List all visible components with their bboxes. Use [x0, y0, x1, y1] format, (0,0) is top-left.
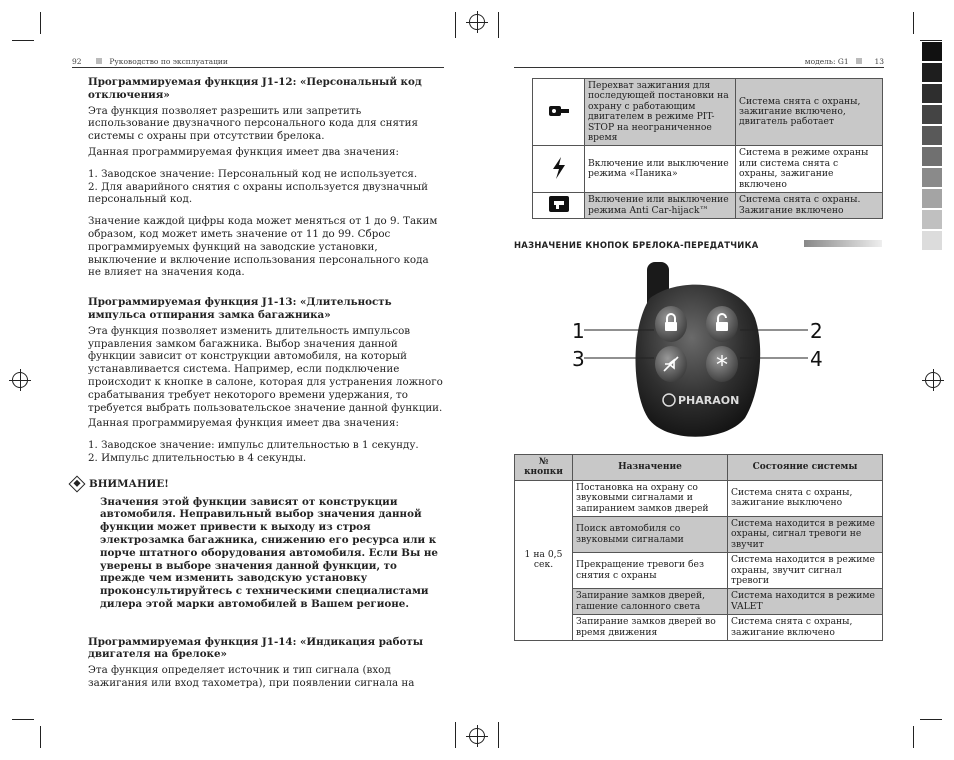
section-heading: Программируемая функция J1-12: «Персональный код отключения»: [88, 76, 422, 101]
state-cell: Система находится в режиме VALET: [728, 589, 883, 615]
list-item: 2. Для аварийного снятия с охраны используется двузначный персональный код.: [88, 180, 429, 206]
color-swatch: [921, 125, 943, 146]
purpose-cell: Постановка на охрану со звуковыми сигналами и запиранием замков дверей: [573, 480, 728, 516]
crop-mark: [913, 12, 914, 34]
square-bullet-icon: [96, 58, 102, 64]
remote-body: [636, 285, 761, 437]
crop-mark: [498, 12, 499, 38]
lightning-icon: [551, 157, 567, 179]
section-heading: Программируемая функция J1-14: «Индикация работы двигателя на брелоке»: [88, 635, 424, 661]
color-swatch: [921, 167, 943, 188]
color-swatch: [921, 104, 943, 125]
section-gradient-bar: [804, 240, 882, 247]
state-cell: Система снята с охраны, зажигание выключено: [728, 480, 883, 516]
registration-mark-icon: [12, 372, 28, 388]
description-cell: Перехват зажигания для последующей постановки на охрану с работающим двигателем в режиме PIT-STOP на неограниченное время: [585, 79, 736, 146]
star-icon: *: [716, 351, 728, 379]
section-title: НАЗНАЧЕНИЕ КНОПОК БРЕЛОКА-ПЕРЕДАТЧИКА: [514, 240, 759, 250]
square-bullet-icon: [856, 58, 862, 64]
column-header: № кнопки: [515, 455, 573, 481]
paragraph: Эта функция позволяет изменить длительность импульсов управления замком багажника. Выбор значения данной функции зависит от конструкции автомобиля, на который устанавливается система. Например, если подключение происходит к кнопке в салоне, которая для устранения ложного срабатывания требует некоторого времени удержания, то требуется выбрать пользовательское значение данной функции.: [88, 324, 443, 414]
paragraph: Данная программируемая функция имеет два значения:: [88, 145, 399, 158]
description-cell: Включение или выключение режима «Паника»: [585, 146, 736, 193]
description-cell: Включение или выключение режима Anti Car-hijack™: [585, 193, 736, 219]
model-label: модель: G1: [804, 57, 849, 66]
header-rule: [72, 67, 444, 68]
list-item: 1. Заводское значение: импульс длительностью в 1 секунду.: [88, 439, 419, 452]
purpose-cell: Поиск автомобиля со звуковыми сигналами: [573, 517, 728, 553]
purpose-cell: Запирание замков дверей, гашение салонного света: [573, 589, 728, 615]
color-swatch: [921, 188, 943, 209]
button-label-3: 3: [572, 347, 585, 371]
table-row: [533, 146, 883, 193]
table-row: [533, 193, 883, 219]
column-header: Состояние системы: [728, 455, 883, 481]
header-rule: [514, 67, 884, 68]
warning-text: Значения этой функции зависят от конструкции автомобиля. Неправильный выбор значения данной функции может привести к выходу из строя электрозамка багажника, снижению его ресурса или к порче штатного оборудования автомобиля. Если Вы не уверены в выборе значения данной функции, то прежде чем изменить заводскую установку проконсультируйтесь с техническими специалистами дилера этой марки автомобилей в Вашем регионе.: [100, 495, 438, 610]
table-header-row: [515, 455, 883, 481]
state-cell: Система снята с охраны, зажигание включено, двигатель работает: [736, 79, 883, 146]
icon-cell: [533, 146, 585, 193]
state-cell: Система в режиме охраны или система снята с охраны, зажигание включено: [736, 146, 883, 193]
registration-mark-icon: [925, 372, 941, 388]
list-item: 1. Заводское значение: Персональный код не используется.: [88, 167, 418, 180]
left-page-body: [88, 76, 444, 693]
icon-cell: [533, 193, 585, 219]
warning-diamond-icon: [69, 476, 86, 493]
color-swatch: [921, 62, 943, 83]
warning-heading: [71, 478, 444, 491]
button-table: [514, 454, 883, 641]
icon-cell: [533, 79, 585, 146]
crop-mark: [455, 722, 456, 748]
color-swatch: [921, 83, 943, 104]
list-item: 2. Импульс длительностью в 4 секунды.: [88, 451, 307, 464]
page-number: 92: [72, 57, 82, 66]
crop-mark: [40, 726, 41, 748]
ignition-key-icon: [547, 103, 571, 119]
right-page-header: [805, 57, 884, 66]
crop-mark: [40, 12, 41, 34]
manual-title: Руководство по эксплуатации: [109, 57, 228, 66]
registration-mark-icon: [469, 14, 485, 30]
button-label-2: 2: [810, 319, 823, 343]
crop-mark: [455, 12, 456, 38]
registration-mark-icon: [469, 728, 485, 744]
column-header: Назначение: [573, 455, 728, 481]
purpose-cell: Прекращение тревоги без снятия с охраны: [573, 553, 728, 589]
section-heading: Программируемая функция J1-13: «Длительность импульса отпирания замка багажника»: [88, 296, 392, 321]
crop-mark: [12, 719, 34, 720]
state-cell: Система снята с охраны, зажигание включено: [728, 615, 883, 641]
crop-mark: [12, 40, 34, 41]
state-cell: Система находится в режиме охраны, звучит сигнал тревоги: [728, 553, 883, 589]
page-number: 13: [874, 57, 884, 66]
brand-name: PHARAON: [678, 394, 740, 407]
button-label-1: 1: [572, 319, 585, 343]
crop-mark: [498, 722, 499, 748]
crop-mark: [913, 726, 914, 748]
color-swatch: [921, 146, 943, 167]
crop-mark: [920, 719, 942, 720]
function-table: [532, 78, 883, 219]
state-cell: Система снята с охраны. Зажигание включено: [736, 193, 883, 219]
color-swatch: [921, 209, 943, 230]
paragraph: Данная программируемая функция имеет два значения:: [88, 417, 399, 430]
warning-label: ВНИМАНИЕ!: [89, 477, 169, 490]
car-hijack-icon: [548, 195, 570, 213]
table-row: [515, 480, 883, 516]
left-page-header: [72, 57, 228, 66]
button-number-cell: 1 на 0,5 сек.: [515, 480, 573, 640]
purpose-cell: Запирание замков дверей во время движения: [573, 615, 728, 641]
paragraph: Эта функция позволяет разрешить или запретить использование двузначного персонального кода для снятия системы с охраны при отсутствии брелока.: [88, 104, 419, 143]
button-label-4: 4: [810, 347, 823, 371]
color-swatch: [921, 230, 943, 251]
table-row: [533, 79, 883, 146]
paragraph: Значение каждой цифры кода может меняться от 1 до 9. Таким образом, код может иметь значение от 11 до 99. Сброс программируемых функций на заводские установки, выключение и включение использования персонального кода не влияет на значения кода.: [88, 215, 438, 279]
color-swatch: [921, 41, 943, 62]
remote-illustration: [560, 258, 840, 448]
paragraph: Эта функция определяет источник и тип сигнала (вход зажигания или вход тахометра), при появлении сигнала на: [88, 664, 415, 690]
state-cell: Система находится в режиме охраны, сигнал тревоги не звучит: [728, 517, 883, 553]
